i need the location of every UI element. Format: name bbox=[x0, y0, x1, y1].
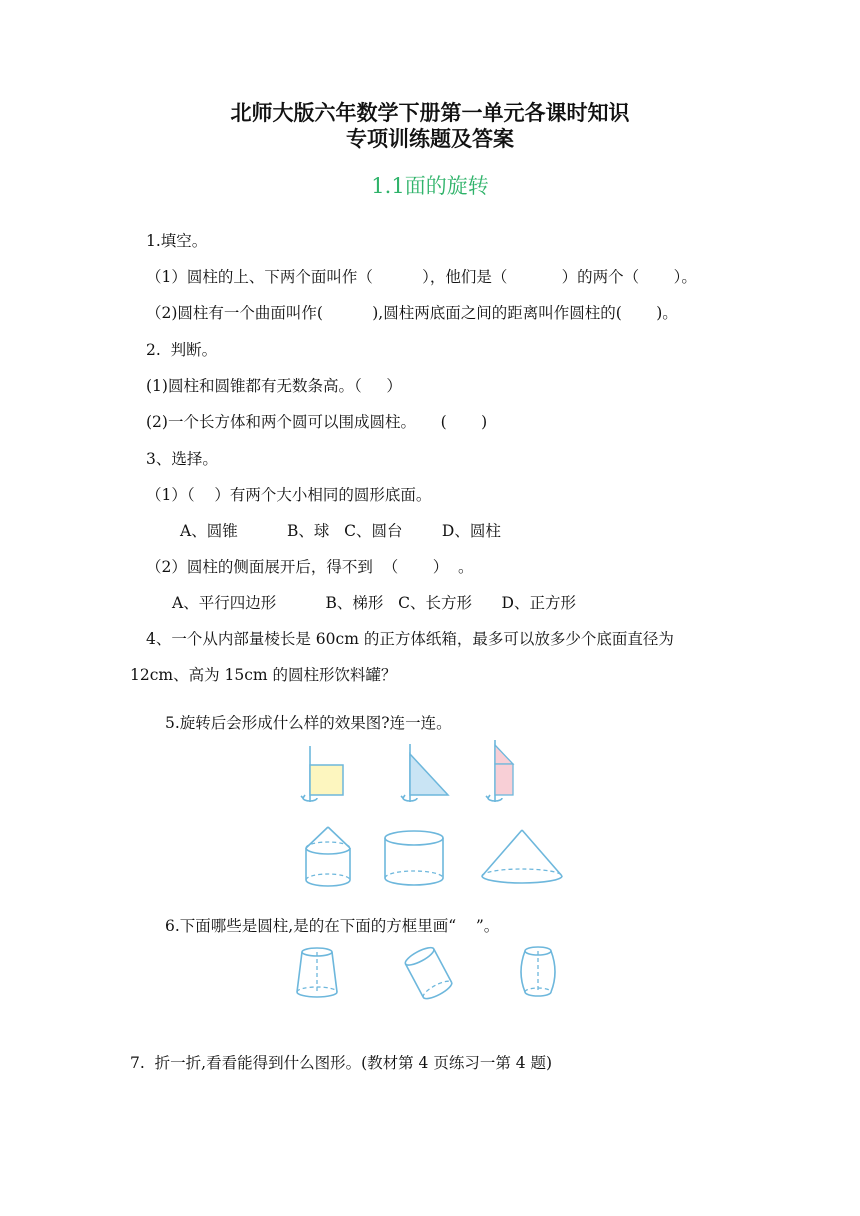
triangle-shape bbox=[401, 744, 448, 802]
question-3-1-options: A、圆锥 B、球 C、圆台 D、圆柱 bbox=[180, 522, 501, 540]
page-title-line2: 专项训练题及答案 bbox=[346, 127, 514, 151]
page-title-line1: 北师大版六年数学下册第一单元各课时知识 bbox=[230, 101, 630, 125]
question-1: 1.填空。 bbox=[146, 232, 208, 250]
q6-shapes bbox=[295, 946, 555, 1002]
question-3-2-options: A、平行四边形 B、梯形 C、长方形 D、正方形 bbox=[172, 594, 576, 612]
tilted-cylinder bbox=[403, 944, 454, 1001]
square-shape bbox=[301, 746, 343, 802]
pink-composite-shape bbox=[486, 740, 513, 802]
q5-plane-shapes bbox=[290, 740, 530, 808]
cone-on-cylinder bbox=[306, 827, 350, 886]
question-3-1: （1）（ ）有两个大小相同的圆形底面。 bbox=[146, 486, 432, 504]
question-1-1: （1）圆柱的上、下两个面叫作（ ），他们是（ ）的两个（ ）。 bbox=[146, 268, 697, 286]
question-2-2: (2)一个长方体和两个圆可以围成圆柱。 ( ) bbox=[146, 413, 488, 431]
question-6: 6.下面哪些是圆柱,是的在下面的方框里画“ ”。 bbox=[165, 917, 500, 935]
question-3: 3、选择。 bbox=[146, 450, 218, 468]
frustum bbox=[297, 948, 337, 997]
barrel bbox=[521, 947, 555, 996]
question-4-line2: 12cm、高为 15cm 的圆柱形饮料罐？ bbox=[130, 666, 397, 684]
question-5: 5.旋转后会形成什么样的效果图?连一连。 bbox=[165, 714, 452, 732]
question-4-line1: 4、一个从内部量棱长是 60cm 的正方体纸箱，最多可以放多少个底面直径为 bbox=[146, 630, 674, 648]
cone bbox=[482, 830, 562, 883]
question-7: 7. 折一折,看看能得到什么图形。(教材第 4 页练习一第 4 题) bbox=[130, 1054, 553, 1072]
question-1-2: （2)圆柱有一个曲面叫作( ),圆柱两底面之间的距离叫作圆柱的( )。 bbox=[146, 304, 678, 322]
question-3-2: （2）圆柱的侧面展开后，得不到 （ ） 。 bbox=[146, 558, 474, 576]
section-heading: 1.1面的旋转 bbox=[371, 174, 489, 198]
cylinder bbox=[385, 831, 443, 885]
q5-solid-shapes bbox=[296, 822, 576, 890]
question-2: 2. 判断。 bbox=[146, 341, 218, 359]
question-2-1: (1)圆柱和圆锥都有无数条高。（ ） bbox=[146, 377, 402, 395]
